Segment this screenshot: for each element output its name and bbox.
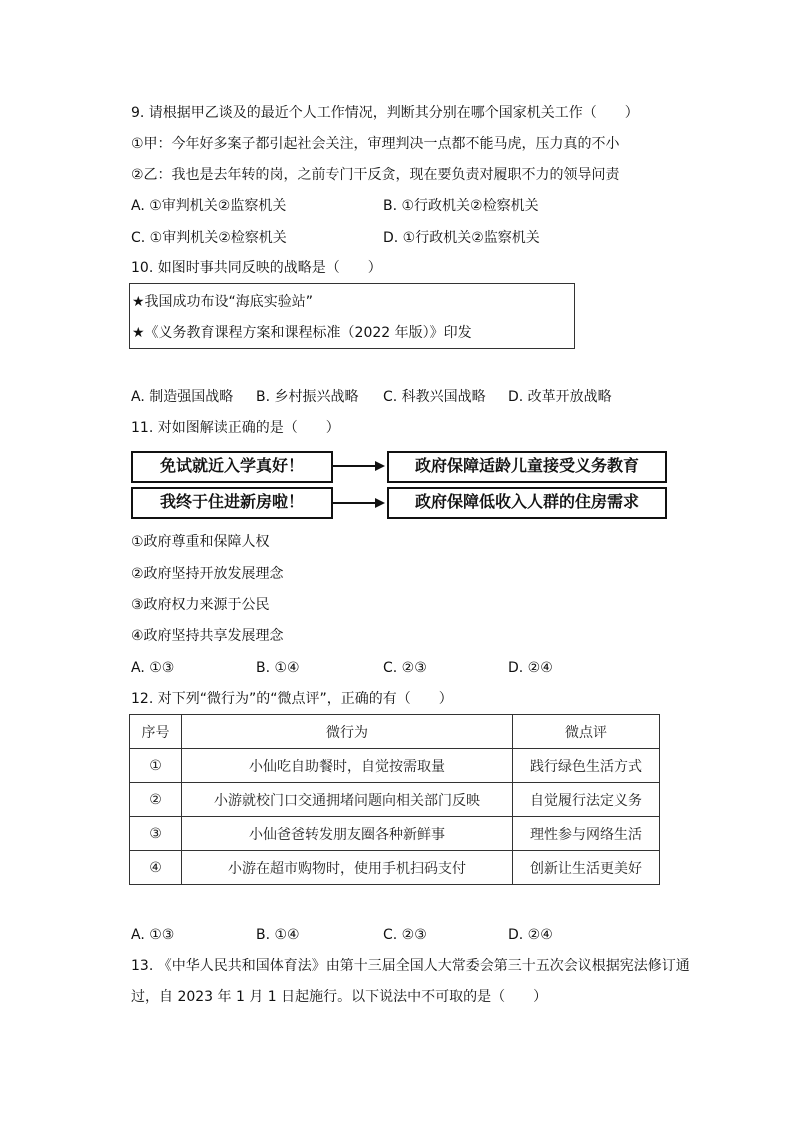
q10-option-c[interactable]: C. 科教兴国战略: [383, 389, 486, 405]
q12-option-d[interactable]: D. ②④: [508, 927, 553, 943]
q10-news-item-1: ★我国成功布设“海底实验站”: [132, 294, 314, 310]
table-header-cell: 微点评: [513, 715, 660, 749]
table-cell: 小仙爸爸转发朋友圈各种新鲜事: [182, 817, 513, 851]
table-cell: 理性参与网络生活: [513, 817, 660, 851]
table-cell: 小仙吃自助餐时，自觉按需取量: [182, 749, 513, 783]
table-header-cell: 微行为: [182, 715, 513, 749]
q13-stem-line-1: 13. 《中华人民共和国体育法》由第十三届全国人大常委会第三十五次会议根据宪法修订通: [131, 958, 690, 974]
q10-option-d[interactable]: D. 改革开放战略: [508, 389, 612, 405]
q11-statement-2: ②政府坚持开放发展理念: [131, 566, 284, 582]
diagram-right-box-1: 政府保障适龄儿童接受义务教育: [387, 451, 667, 483]
table-cell: ②: [130, 783, 182, 817]
q11-statement-1: ①政府尊重和保障人权: [131, 534, 270, 550]
table-cell: 自觉履行法定义务: [513, 783, 660, 817]
q11-option-b[interactable]: B. ①④: [256, 660, 300, 676]
table-cell: ①: [130, 749, 182, 783]
q10-option-a[interactable]: A. 制造强国战略: [131, 389, 234, 405]
q11-option-d[interactable]: D. ②④: [508, 660, 553, 676]
q9-option-c[interactable]: C. ①审判机关②检察机关: [131, 230, 287, 246]
table-cell: 小游在超市购物时，使用手机扫码支付: [182, 851, 513, 885]
table-row: [130, 783, 660, 817]
q12-stem: 12. 对下列“微行为”的“微点评”，正确的有（ ）: [131, 691, 453, 707]
table-cell: ④: [130, 851, 182, 885]
table-header-cell: 序号: [130, 715, 182, 749]
q12-option-a[interactable]: A. ①③: [131, 927, 175, 943]
table-row: [130, 851, 660, 885]
diagram-right-box-2: 政府保障低收入人群的住房需求: [387, 487, 667, 519]
table-cell: 创新让生活更美好: [513, 851, 660, 885]
table-cell: 小游就校门口交通拥堵问题向相关部门反映: [182, 783, 513, 817]
diagram-left-box-1: 免试就近入学真好！: [131, 451, 333, 483]
q10-news-item-2: ★《义务教育课程方案和课程标准（2022 年版）》印发: [132, 325, 472, 341]
q11-diagram: [131, 449, 667, 521]
q13-stem-line-2: 过，自 2023 年 1 月 1 日起施行。以下说法中不可取的是（ ）: [131, 989, 548, 1005]
q11-option-a[interactable]: A. ①③: [131, 660, 175, 676]
q12-option-c[interactable]: C. ②③: [383, 927, 427, 943]
q9-stem: 9. 请根据甲乙谈及的最近个人工作情况，判断其分别在哪个国家机关工作（ ）: [131, 105, 639, 121]
table-header-row: [130, 715, 660, 749]
q9-option-a[interactable]: A. ①审判机关②监察机关: [131, 198, 287, 214]
table-row: [130, 749, 660, 783]
diagram-arrows: [331, 457, 387, 513]
q10-option-b[interactable]: B. 乡村振兴战略: [256, 389, 359, 405]
diagram-left-box-2: 我终于住进新房啦！: [131, 487, 333, 519]
q12-option-b[interactable]: B. ①④: [256, 927, 300, 943]
table-row: [130, 817, 660, 851]
q9-option-d[interactable]: D. ①行政机关②监察机关: [383, 230, 540, 246]
q11-stem: 11. 对如图解读正确的是（ ）: [131, 420, 340, 436]
q11-statement-4: ④政府坚持共享发展理念: [131, 628, 284, 644]
q10-news-box: [129, 283, 575, 349]
q11-statement-3: ③政府权力来源于公民: [131, 597, 270, 613]
q9-statement-1: ①甲：今年好多案子都引起社会关注，审理判决一点都不能马虎，压力真的不小: [131, 136, 620, 152]
q12-table: [129, 714, 660, 885]
q9-statement-2: ②乙：我也是去年转的岗，之前专门干反贪，现在要负责对履职不力的领导问责: [131, 167, 620, 183]
table-cell: ③: [130, 817, 182, 851]
q10-stem: 10. 如图时事共同反映的战略是（ ）: [131, 260, 382, 276]
q11-option-c[interactable]: C. ②③: [383, 660, 427, 676]
table-cell: 践行绿色生活方式: [513, 749, 660, 783]
arrow-head-icon: [375, 461, 385, 471]
arrow-head-icon: [375, 498, 385, 508]
q9-option-b[interactable]: B. ①行政机关②检察机关: [383, 198, 539, 214]
